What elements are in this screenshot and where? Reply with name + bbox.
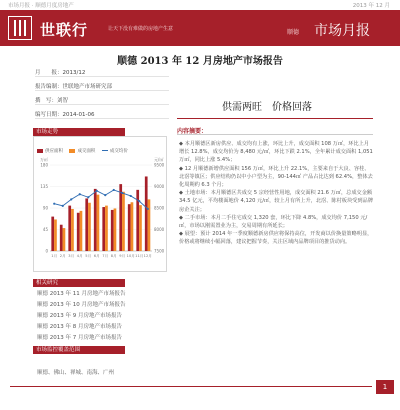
chart-y-tick-label: 180: [40, 162, 48, 168]
chart-price-point: [104, 194, 106, 196]
chart-bar: [111, 210, 114, 251]
chart-bar: [77, 213, 80, 251]
related-heading: 相关研究: [33, 279, 125, 287]
chart-bar: [85, 198, 88, 251]
chart-bar: [139, 205, 142, 251]
meta-org: 报告编制：世联地产市场研究部: [35, 82, 169, 91]
chart-x-tick-label: 8月: [110, 254, 117, 258]
chart-price-point: [70, 198, 72, 200]
related-item[interactable]: 顺德 2013 年 9 月房地产市场报告: [37, 313, 122, 319]
chart-y2-tick-label: 8500: [154, 205, 165, 211]
footer-divider: [10, 386, 372, 387]
summary-body: [179, 140, 373, 247]
related-list: [37, 289, 163, 344]
summary-paragraph: ◆ 12 月顺德新增供应面积 156 万㎡，环比上升 22.1%，主要来自于大良、容桂、北滘等镇区；供应结构仍以中小户型为主，90-144㎡ 产品占比达到 62.4%，整体去化周期约 6.3 个月；: [179, 165, 373, 189]
legend-price: 成交均价: [109, 149, 128, 154]
summary-heading: 内容摘要：: [177, 126, 373, 135]
chart-price-point: [121, 192, 123, 194]
chart-price-point: [87, 196, 89, 198]
company-logo-icon: [8, 16, 32, 40]
chart-y-axis-label: 万㎡: [40, 157, 48, 162]
report-meta: [35, 68, 169, 128]
summary-paragraph: ◆ 二手市场：本月二手住宅成交 1,320 套，环比下降 4.8%，成交均价 7,150 元/㎡，市场以刚需置业为主，交易周期有所延长；: [179, 214, 368, 230]
top-strip-left: 市场月报 · 顺德月度房地产: [8, 3, 74, 9]
chart-bar: [131, 202, 134, 251]
chart-x-tick-label: 4月: [76, 254, 83, 258]
chart-bar: [128, 204, 131, 251]
top-strip-right: 2013 年 12 月: [352, 3, 390, 9]
chart-x-tick-label: 5月: [85, 254, 92, 258]
market-panel-heading: 市场走势: [33, 128, 125, 136]
chart-price-point: [62, 205, 64, 207]
chart-price-point: [130, 195, 132, 197]
chart-bar: [122, 192, 125, 251]
chart-x-tick-label: 6月: [93, 254, 100, 258]
brand-tagline: 让天下没有难做的房地产生意: [108, 26, 174, 32]
meta-date: 月 报：2013/12: [35, 68, 169, 77]
chart-bar: [54, 219, 57, 251]
chart-bar: [94, 189, 97, 251]
legend-swatch-deal: [69, 149, 75, 153]
chart-x-tick-label: 10月: [126, 254, 135, 258]
market-chart-panel: [33, 136, 167, 272]
top-strip: [0, 0, 400, 9]
summary-paragraph: ◆ 土地市场：本月顺德区共成交 5 宗经营性用地，成交面积 21.6 万㎡，总成交金额 34.5 亿元，平均楼面地价 4,120 元/㎡，较上月有所上升，北滘、陈村板块受到品牌房企关注；: [179, 190, 373, 213]
chart-y2-tick-label: 9000: [154, 184, 165, 189]
meta-release-date: 编写日期：2014-01-06: [35, 110, 169, 119]
region-heading: 市场监控覆盖范围: [33, 346, 125, 354]
chart-bar: [114, 208, 117, 251]
header-banner: [0, 10, 400, 46]
page-number: 1: [376, 380, 394, 394]
chart-bar: [136, 190, 139, 251]
chart-y2-tick-label: 8000: [154, 227, 165, 232]
chart-bar: [51, 217, 54, 251]
report-region: 顺德: [287, 29, 300, 36]
chart-bar: [119, 184, 122, 251]
chart-x-tick-label: 3月: [68, 254, 75, 258]
chart-y-tick-label: 135: [40, 184, 48, 189]
legend-supply: 供应面积: [45, 149, 63, 154]
chart-y2-axis-label: 元/㎡: [154, 157, 164, 162]
chart-y2-tick-label: 7500: [154, 248, 165, 254]
chart-price-point: [53, 203, 55, 205]
legend-swatch-supply: [37, 149, 43, 153]
chart-bar: [68, 206, 71, 251]
related-item[interactable]: 顺德 2013 年 7 月房地产市场报告: [37, 335, 122, 341]
legend-swatch-price: [102, 150, 108, 151]
chart-bar: [97, 195, 100, 251]
chart-x-tick-label: 9月: [119, 254, 126, 258]
chart-y2-tick-label: 9500: [154, 162, 165, 168]
core-view-divider: [177, 118, 373, 119]
meta-author: 撰 写：刘智: [35, 96, 169, 105]
chart-price-point: [147, 208, 149, 210]
chart-bar: [63, 228, 66, 251]
chart-bar: [80, 211, 83, 251]
chart-bar: [148, 199, 151, 251]
chart-x-tick-label: 11月: [135, 254, 144, 258]
report-title: 顺德 2013 年 12 月房地产市场报告: [117, 56, 283, 67]
related-item[interactable]: 顺德 2013 年 11 月房地产市场报告: [37, 291, 126, 297]
chart-price-point: [79, 193, 81, 195]
chart-x-tick-label: 12月: [143, 254, 152, 258]
chart-price-point: [113, 189, 115, 191]
related-item[interactable]: 顺德 2013 年 10 月房地产市场报告: [37, 302, 126, 308]
chart-y-tick-label: 0: [45, 248, 48, 254]
chart-y-tick-label: 45: [42, 227, 48, 232]
summary-paragraph: ◆ 本月顺德区新房供应、成交均有上涨，环比上升，成交面积 108 万㎡，环比上月增长 12.8%，成交均价为 8,480 元/㎡，环比下跌 2.1%，全年累计成交面积 1,051 万㎡，同比上涨 5.4%；: [179, 141, 373, 164]
chart-x-tick-label: 2月: [59, 254, 66, 258]
brand-name: 世联行: [40, 21, 89, 39]
chart-price-point: [138, 200, 140, 202]
chart-legend: [37, 148, 163, 154]
chart-y-tick-label: 90: [42, 205, 48, 211]
chart-bar: [145, 176, 148, 251]
chart-bar: [102, 207, 105, 251]
chart-bar: [105, 206, 108, 251]
summary-paragraph: ◆ 展望：预计 2014 年一季度顺德新房供应将保持高位，开发商以价换量策略明显，价格或将继续小幅回落，建议把握节奏，关注区域内品牌项目的推货动向。: [179, 231, 373, 246]
related-item[interactable]: 顺德 2013 年 8 月房地产市场报告: [37, 324, 122, 330]
region-text: 顺德、佛山、禅城、南海、广州: [37, 370, 115, 376]
core-view-title: 供需两旺 价格回落: [222, 102, 312, 113]
chart-x-tick-label: 7月: [102, 254, 109, 258]
chart-price-point: [96, 190, 98, 192]
chart-bar: [60, 225, 63, 251]
market-chart: [34, 137, 168, 273]
chart-x-tick-label: 1月: [51, 254, 58, 258]
report-type: 市场月报: [314, 23, 370, 39]
legend-deal: 成交面积: [77, 149, 96, 154]
chart-price-line: [54, 190, 148, 209]
chart-bar: [88, 203, 91, 251]
chart-bar: [71, 209, 74, 251]
